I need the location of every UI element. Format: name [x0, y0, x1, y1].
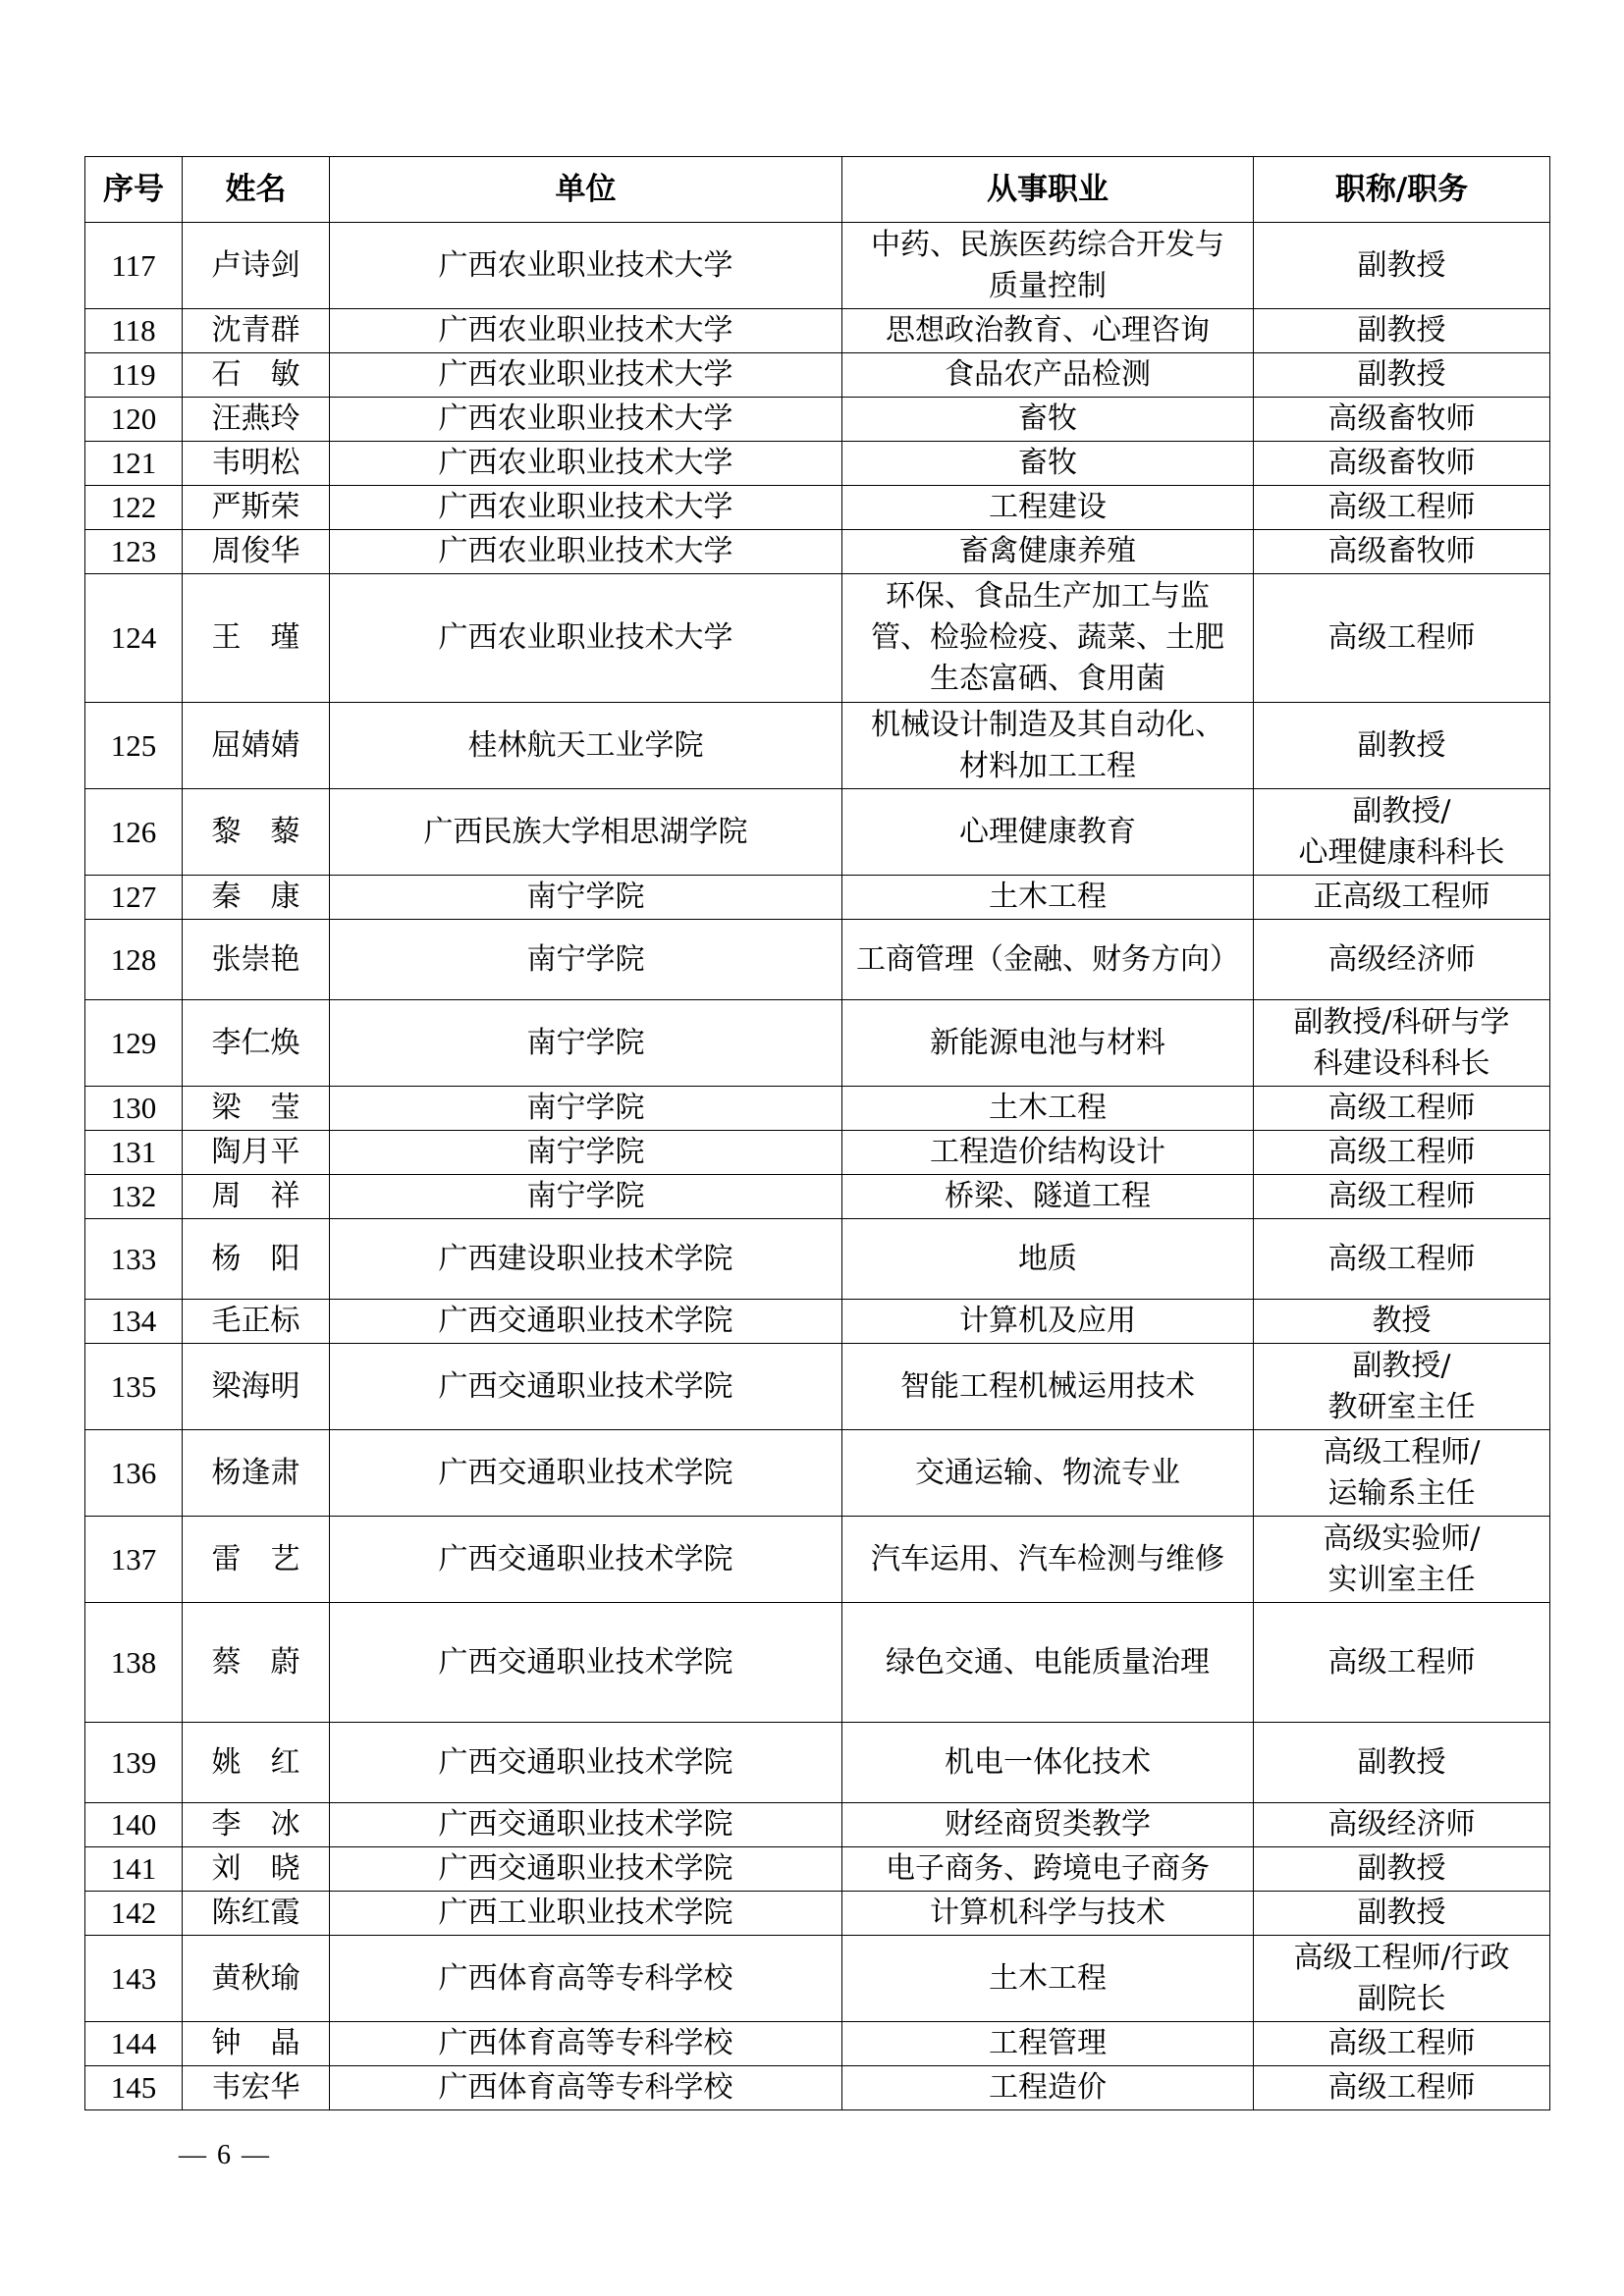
cell-serial: 119 [85, 353, 183, 398]
cell-serial: 143 [85, 1936, 183, 2022]
cell-title: 高级经济师 [1254, 920, 1550, 1000]
cell-title: 高级工程师 [1254, 1087, 1550, 1131]
table-row [85, 486, 1550, 530]
header-occupation: 从事职业 [842, 157, 1254, 223]
cell-occupation: 土木工程 [842, 876, 1254, 920]
cell-occupation: 畜禽健康养殖 [842, 530, 1254, 574]
cell-title: 高级工程师/行政 副院长 [1254, 1936, 1550, 2022]
cell-occupation: 机电一体化技术 [842, 1723, 1254, 1803]
cell-occupation: 计算机及应用 [842, 1300, 1254, 1344]
cell-serial: 121 [85, 442, 183, 486]
cell-occupation: 汽车运用、汽车检测与维修 [842, 1517, 1254, 1603]
table-row [85, 1430, 1550, 1517]
table-row [85, 1723, 1550, 1803]
cell-serial: 135 [85, 1344, 183, 1430]
table-row [85, 876, 1550, 920]
cell-occupation: 心理健康教育 [842, 789, 1254, 876]
cell-occupation: 中药、民族医药综合开发与 质量控制 [842, 223, 1254, 309]
table-row [85, 442, 1550, 486]
cell-unit: 广西交通职业技术学院 [330, 1344, 842, 1430]
cell-unit: 广西工业职业技术学院 [330, 1892, 842, 1936]
cell-occupation: 思想政治教育、心理咨询 [842, 309, 1254, 353]
cell-unit: 广西建设职业技术学院 [330, 1219, 842, 1300]
cell-name: 王 瑾 [183, 574, 330, 703]
cell-serial: 132 [85, 1175, 183, 1219]
table-row [85, 530, 1550, 574]
cell-name: 杨逢肃 [183, 1430, 330, 1517]
table-row [85, 574, 1550, 703]
cell-occupation: 土木工程 [842, 1936, 1254, 2022]
cell-serial: 142 [85, 1892, 183, 1936]
cell-title: 副教授 [1254, 703, 1550, 789]
cell-occupation: 新能源电池与材料 [842, 1000, 1254, 1087]
cell-occupation: 工程建设 [842, 486, 1254, 530]
header-serial: 序号 [85, 157, 183, 223]
cell-occupation: 工程管理 [842, 2022, 1254, 2066]
page-number: — 6 — [179, 2140, 271, 2170]
cell-name: 李 冰 [183, 1803, 330, 1847]
cell-name: 刘 晓 [183, 1847, 330, 1892]
cell-serial: 133 [85, 1219, 183, 1300]
cell-occupation: 机械设计制造及其自动化、 材料加工工程 [842, 703, 1254, 789]
cell-unit: 南宁学院 [330, 1175, 842, 1219]
cell-serial: 139 [85, 1723, 183, 1803]
cell-serial: 117 [85, 223, 183, 309]
cell-unit: 南宁学院 [330, 1087, 842, 1131]
cell-name: 姚 红 [183, 1723, 330, 1803]
cell-occupation: 工程造价 [842, 2066, 1254, 2110]
cell-name: 周 祥 [183, 1175, 330, 1219]
table-body [85, 223, 1550, 2110]
cell-serial: 138 [85, 1603, 183, 1723]
cell-unit: 南宁学院 [330, 1131, 842, 1175]
cell-name: 梁 莹 [183, 1087, 330, 1131]
cell-name: 蔡 蔚 [183, 1603, 330, 1723]
table-row [85, 1517, 1550, 1603]
table-row [85, 1344, 1550, 1430]
table-row [85, 398, 1550, 442]
cell-name: 屈婧婧 [183, 703, 330, 789]
table-row [85, 309, 1550, 353]
cell-unit: 南宁学院 [330, 920, 842, 1000]
cell-title: 高级工程师 [1254, 1175, 1550, 1219]
cell-title: 教授 [1254, 1300, 1550, 1344]
cell-unit: 南宁学院 [330, 876, 842, 920]
table-row [85, 920, 1550, 1000]
cell-unit: 广西交通职业技术学院 [330, 1430, 842, 1517]
cell-occupation: 畜牧 [842, 398, 1254, 442]
cell-name: 周俊华 [183, 530, 330, 574]
cell-unit: 桂林航天工业学院 [330, 703, 842, 789]
cell-title: 副教授 [1254, 353, 1550, 398]
cell-serial: 118 [85, 309, 183, 353]
table-row [85, 1300, 1550, 1344]
cell-serial: 141 [85, 1847, 183, 1892]
cell-title: 高级畜牧师 [1254, 442, 1550, 486]
cell-serial: 127 [85, 876, 183, 920]
table-row [85, 223, 1550, 309]
cell-name: 张崇艳 [183, 920, 330, 1000]
cell-name: 陈红霞 [183, 1892, 330, 1936]
table-row [85, 1000, 1550, 1087]
cell-occupation: 财经商贸类教学 [842, 1803, 1254, 1847]
cell-occupation: 环保、食品生产加工与监 管、检验检疫、蔬菜、土肥 生态富硒、食用菌 [842, 574, 1254, 703]
table-row [85, 2066, 1550, 2110]
cell-serial: 129 [85, 1000, 183, 1087]
cell-occupation: 工程造价结构设计 [842, 1131, 1254, 1175]
cell-name: 李仁焕 [183, 1000, 330, 1087]
header-row [85, 157, 1550, 223]
cell-serial: 137 [85, 1517, 183, 1603]
cell-title: 高级工程师 [1254, 2022, 1550, 2066]
cell-unit: 广西农业职业技术大学 [330, 398, 842, 442]
cell-title: 副教授 [1254, 309, 1550, 353]
cell-name: 杨 阳 [183, 1219, 330, 1300]
table-row [85, 1603, 1550, 1723]
cell-serial: 124 [85, 574, 183, 703]
cell-title: 高级经济师 [1254, 1803, 1550, 1847]
cell-serial: 136 [85, 1430, 183, 1517]
cell-unit: 广西交通职业技术学院 [330, 1723, 842, 1803]
cell-occupation: 土木工程 [842, 1087, 1254, 1131]
cell-unit: 广西交通职业技术学院 [330, 1517, 842, 1603]
cell-title: 副教授 [1254, 1892, 1550, 1936]
cell-serial: 144 [85, 2022, 183, 2066]
cell-name: 秦 康 [183, 876, 330, 920]
cell-serial: 128 [85, 920, 183, 1000]
cell-name: 雷 艺 [183, 1517, 330, 1603]
cell-unit: 广西交通职业技术学院 [330, 1603, 842, 1723]
cell-occupation: 桥梁、隧道工程 [842, 1175, 1254, 1219]
table-row [85, 1175, 1550, 1219]
cell-title: 高级畜牧师 [1254, 398, 1550, 442]
cell-serial: 140 [85, 1803, 183, 1847]
cell-title: 副教授 [1254, 1847, 1550, 1892]
cell-occupation: 绿色交通、电能质量治理 [842, 1603, 1254, 1723]
cell-serial: 130 [85, 1087, 183, 1131]
roster-table [84, 156, 1550, 2110]
cell-occupation: 畜牧 [842, 442, 1254, 486]
cell-serial: 120 [85, 398, 183, 442]
cell-title: 副教授/科研与学 科建设科科长 [1254, 1000, 1550, 1087]
cell-occupation: 食品农产品检测 [842, 353, 1254, 398]
cell-title: 正高级工程师 [1254, 876, 1550, 920]
cell-name: 韦宏华 [183, 2066, 330, 2110]
table-row [85, 1936, 1550, 2022]
table-row [85, 789, 1550, 876]
cell-unit: 广西体育高等专科学校 [330, 2066, 842, 2110]
cell-unit: 广西农业职业技术大学 [330, 309, 842, 353]
cell-occupation: 电子商务、跨境电子商务 [842, 1847, 1254, 1892]
cell-unit: 广西交通职业技术学院 [330, 1847, 842, 1892]
cell-name: 钟 晶 [183, 2022, 330, 2066]
cell-name: 严斯荣 [183, 486, 330, 530]
table-row [85, 1131, 1550, 1175]
cell-occupation: 工商管理（金融、财务方向） [842, 920, 1254, 1000]
table-row [85, 1219, 1550, 1300]
cell-name: 汪燕玲 [183, 398, 330, 442]
table-row [85, 1803, 1550, 1847]
header-title: 职称/职务 [1254, 157, 1550, 223]
cell-unit: 广西农业职业技术大学 [330, 442, 842, 486]
cell-name: 沈青群 [183, 309, 330, 353]
cell-unit: 广西农业职业技术大学 [330, 223, 842, 309]
cell-unit: 广西体育高等专科学校 [330, 2022, 842, 2066]
roster-table-container [84, 156, 1549, 2110]
cell-title: 高级工程师 [1254, 1603, 1550, 1723]
cell-title: 副教授 [1254, 1723, 1550, 1803]
cell-title: 副教授 [1254, 223, 1550, 309]
cell-unit: 广西体育高等专科学校 [330, 1936, 842, 2022]
cell-unit: 广西农业职业技术大学 [330, 574, 842, 703]
cell-unit: 广西农业职业技术大学 [330, 530, 842, 574]
cell-unit: 南宁学院 [330, 1000, 842, 1087]
cell-serial: 123 [85, 530, 183, 574]
cell-unit: 广西交通职业技术学院 [330, 1300, 842, 1344]
table-row [85, 703, 1550, 789]
header-name: 姓名 [183, 157, 330, 223]
table-row [85, 1892, 1550, 1936]
cell-name: 梁海明 [183, 1344, 330, 1430]
cell-occupation: 计算机科学与技术 [842, 1892, 1254, 1936]
cell-unit: 广西民族大学相思湖学院 [330, 789, 842, 876]
cell-title: 高级工程师 [1254, 486, 1550, 530]
cell-serial: 134 [85, 1300, 183, 1344]
table-row [85, 2022, 1550, 2066]
cell-title: 副教授/ 教研室主任 [1254, 1344, 1550, 1430]
cell-serial: 131 [85, 1131, 183, 1175]
cell-unit: 广西农业职业技术大学 [330, 353, 842, 398]
cell-title: 高级工程师 [1254, 574, 1550, 703]
cell-unit: 广西交通职业技术学院 [330, 1803, 842, 1847]
cell-title: 高级工程师 [1254, 1131, 1550, 1175]
cell-name: 黄秋瑜 [183, 1936, 330, 2022]
table-row [85, 353, 1550, 398]
cell-serial: 125 [85, 703, 183, 789]
table-row [85, 1087, 1550, 1131]
cell-name: 石 敏 [183, 353, 330, 398]
cell-serial: 126 [85, 789, 183, 876]
cell-name: 韦明松 [183, 442, 330, 486]
cell-name: 陶月平 [183, 1131, 330, 1175]
cell-occupation: 交通运输、物流专业 [842, 1430, 1254, 1517]
cell-name: 卢诗剑 [183, 223, 330, 309]
cell-occupation: 智能工程机械运用技术 [842, 1344, 1254, 1430]
cell-name: 黎 藜 [183, 789, 330, 876]
cell-title: 高级畜牧师 [1254, 530, 1550, 574]
cell-name: 毛正标 [183, 1300, 330, 1344]
cell-title: 高级实验师/ 实训室主任 [1254, 1517, 1550, 1603]
cell-serial: 122 [85, 486, 183, 530]
cell-title: 高级工程师 [1254, 1219, 1550, 1300]
cell-unit: 广西农业职业技术大学 [330, 486, 842, 530]
cell-serial: 145 [85, 2066, 183, 2110]
cell-title: 高级工程师/ 运输系主任 [1254, 1430, 1550, 1517]
table-row [85, 1847, 1550, 1892]
cell-title: 高级工程师 [1254, 2066, 1550, 2110]
cell-title: 副教授/ 心理健康科科长 [1254, 789, 1550, 876]
header-unit: 单位 [330, 157, 842, 223]
cell-occupation: 地质 [842, 1219, 1254, 1300]
